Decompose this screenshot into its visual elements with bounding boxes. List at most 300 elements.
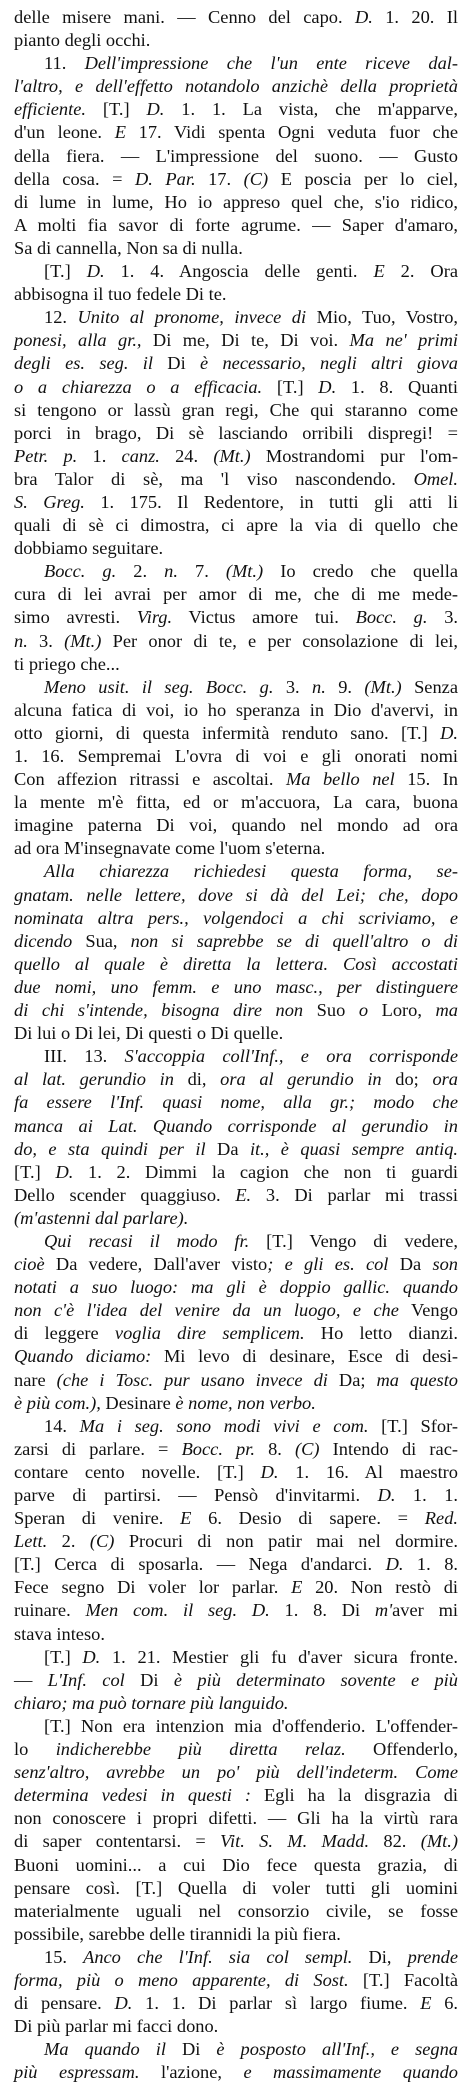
text-line xyxy=(14,1045,458,1068)
text-line xyxy=(14,653,458,676)
roman-text: 82. xyxy=(369,1831,421,1852)
roman-text: Egli ha la disgrazia di xyxy=(250,1785,458,1806)
text-line xyxy=(14,1507,458,1530)
roman-text: E poscia per lo ciel, xyxy=(268,168,459,189)
roman-text: Procuri di non patir mai nel dormire. xyxy=(114,1531,458,1552)
italic-text: è più determinato sovente e più xyxy=(173,1669,458,1690)
roman-text: Io credo che quella xyxy=(263,561,458,582)
italic-text: ora xyxy=(432,1069,458,1090)
text-line xyxy=(14,999,458,1022)
italic-text: Omel. xyxy=(413,468,458,489)
text-line xyxy=(14,1115,458,1138)
roman-text: 14. xyxy=(44,1415,80,1436)
text-line xyxy=(14,976,458,999)
roman-text: 20. Non restò di xyxy=(302,1577,458,1598)
italic-text: Ma i seg. sono modi vivi e com. xyxy=(79,1415,369,1436)
italic-text: due nomi, uno femm. e uno masc., per distinguere xyxy=(14,976,458,997)
roman-text: Sua, xyxy=(72,930,131,951)
roman-text: alcuna fatica di voi, io ho speranza in Dio d'avervi, in xyxy=(14,699,458,720)
text-line xyxy=(14,606,458,629)
text-line xyxy=(14,814,458,837)
text-line xyxy=(14,537,458,560)
text-line xyxy=(14,2015,458,2038)
roman-text: A molti fia savor di forte agrume. — Saper d'amaro, xyxy=(14,214,458,235)
text-line xyxy=(14,1761,458,1784)
roman-text: Di xyxy=(165,2039,217,2060)
roman-text: [T.] Facoltà xyxy=(348,1969,458,1990)
italic-text: S'accoppia coll'Inf., e ora corrisponde xyxy=(124,1046,458,1067)
roman-text: 2. xyxy=(47,1531,90,1552)
italic-text: degli es. seg. il xyxy=(14,353,153,374)
text-line xyxy=(14,1207,458,1230)
italic-text: Ma bello nel xyxy=(285,769,395,790)
roman-text: aver mi xyxy=(392,1600,458,1621)
italic-text: più espressam. xyxy=(14,2062,140,2083)
roman-text: Con affezion ritrassi e ascoltai. xyxy=(14,769,286,790)
roman-text: lo xyxy=(14,1739,56,1760)
roman-text: 7. xyxy=(177,561,226,582)
italic-text: Dell'impressione che l'un ente riceve dal- xyxy=(84,53,458,74)
italic-text: Meno usit. il seg. Bocc. g. xyxy=(44,676,274,697)
italic-text: nominata altra pers., volgendoci a chi scriviamo, e xyxy=(14,907,458,928)
roman-text: di, xyxy=(173,1069,221,1090)
text-line xyxy=(14,1392,458,1415)
roman-text: 3. xyxy=(27,630,65,651)
italic-text: ponesi, alla gr., xyxy=(14,330,142,351)
roman-text: delle misere mani. — Cenno del capo. xyxy=(14,7,355,27)
text-line xyxy=(14,52,458,75)
italic-text: ma questo xyxy=(376,1369,459,1390)
roman-text: 1. 16. Al maestro xyxy=(278,1461,458,1482)
roman-text: abbisogna il tuo fedele Di te. xyxy=(14,284,227,305)
text-line xyxy=(14,75,458,98)
italic-text: prende xyxy=(407,1946,458,1967)
text-line xyxy=(14,6,458,29)
italic-text: fa essere l'Inf. quasi nome, alla gr.; modo che xyxy=(14,1092,458,1113)
italic-text: ; e gli es. col xyxy=(267,1254,389,1275)
roman-text: [T.] xyxy=(14,1161,56,1182)
text-line xyxy=(14,1715,458,1738)
italic-text: (C) xyxy=(243,168,269,189)
text-line xyxy=(14,1461,458,1484)
italic-text: (m'astenni dal parlare). xyxy=(14,1207,189,1228)
text-line xyxy=(14,953,458,976)
roman-text: di pensare. xyxy=(14,1993,115,2014)
italic-text: son xyxy=(432,1254,458,1275)
roman-text: ruinare. xyxy=(14,1600,86,1621)
italic-text: è nome, non verbo. xyxy=(175,1392,316,1413)
roman-text: Di, xyxy=(352,1946,408,1967)
roman-text: [T.] xyxy=(44,1646,83,1667)
roman-text: pensare così. [T.] Quella di voler tutti gli uomini xyxy=(14,1877,458,1898)
italic-text: D. xyxy=(114,1993,133,2014)
roman-text: 9. xyxy=(325,676,365,697)
roman-text: ad ora M'insegnavate come l'uom s'eterna. xyxy=(14,838,326,859)
roman-text: 3. xyxy=(273,676,313,697)
roman-text: bra Talor di sè, ma 'l viso nascondendo. xyxy=(14,468,414,489)
text-line xyxy=(14,1438,458,1461)
roman-text: Da vedere, Dall'aver visto xyxy=(44,1254,268,1275)
roman-text: zarsi di parlare. = xyxy=(14,1438,182,1459)
italic-text: (Mt.) xyxy=(64,630,102,651)
roman-text: Loro, xyxy=(368,1000,436,1021)
text-line xyxy=(14,560,458,583)
roman-text: [T.] xyxy=(44,261,87,282)
roman-text: 2. Ora xyxy=(384,261,459,282)
text-line xyxy=(14,376,458,399)
text-line xyxy=(14,722,458,745)
roman-text: 1. 8. xyxy=(403,1554,459,1575)
text-line xyxy=(14,98,458,121)
text-line xyxy=(14,1623,458,1646)
italic-text: Bocc. g. xyxy=(355,607,428,628)
roman-text: Di xyxy=(124,1669,174,1690)
italic-text: chiaro; ma può tornare più languido. xyxy=(14,1692,289,1713)
italic-text: D. xyxy=(146,99,165,120)
text-line xyxy=(14,1322,458,1345)
italic-text: senz'altro, avrebbe un po' più dell'indeterm. Come xyxy=(14,1762,458,1783)
italic-text: D. Par. xyxy=(135,168,196,189)
italic-text: è più com.), xyxy=(14,1392,101,1413)
roman-text: si tengono or lassù gran regi, Che qui staranno come xyxy=(14,399,458,420)
roman-text: Sa di cannella, Non sa di nulla. xyxy=(14,237,243,258)
text-line xyxy=(14,1253,458,1276)
roman-text: cura di lei avrai per amor di me, che di me mede- xyxy=(14,584,458,605)
text-line xyxy=(14,468,458,491)
italic-text: D. xyxy=(440,722,458,743)
text-line xyxy=(14,422,458,445)
roman-text: Mio, Tuo, Vostro, xyxy=(306,307,458,328)
text-line xyxy=(14,676,458,699)
text-line xyxy=(14,191,458,214)
text-line xyxy=(14,145,458,168)
roman-text: materialmente uguali nel consorzio civile, se fosse xyxy=(14,1900,458,1921)
text-line xyxy=(14,699,458,722)
italic-text: Qui recasi il modo fr. xyxy=(44,1230,250,1251)
roman-text: di saper contentarsi. = xyxy=(14,1831,221,1852)
text-line xyxy=(14,1946,458,1969)
italic-text: L'Inf. col xyxy=(47,1669,125,1690)
italic-text: ora al gerundio in xyxy=(220,1069,382,1090)
roman-text: Da xyxy=(388,1254,433,1275)
italic-text: (Mt.) xyxy=(213,445,251,466)
italic-text: o a chiarezza o a efficacia. xyxy=(14,376,263,397)
italic-text: Virg. xyxy=(136,607,173,628)
italic-text: Quando diciamo: xyxy=(14,1346,152,1367)
roman-text: Di lui o Di lei, Di questi o Di quelle. xyxy=(14,1023,284,1044)
italic-text: Bocc. g. xyxy=(44,561,117,582)
italic-text: Red. xyxy=(424,1508,458,1529)
text-line xyxy=(14,1484,458,1507)
italic-text: (C) xyxy=(89,1531,115,1552)
text-line xyxy=(14,907,458,930)
roman-text: 17. Vidi spenta Ogni veduta fuor che xyxy=(125,122,458,143)
roman-text: non conoscere i propri difetti. — Gli ha la virtù rara xyxy=(14,1808,458,1829)
italic-text: Ma ne' primi xyxy=(349,330,458,351)
italic-text: E xyxy=(420,1993,432,2014)
text-line xyxy=(14,491,458,514)
roman-text: Vengo xyxy=(398,1300,458,1321)
italic-text: Unito al pronome, invece di xyxy=(77,307,307,328)
text-line xyxy=(14,352,458,375)
roman-text: Suo xyxy=(303,1000,359,1021)
text-line xyxy=(14,860,458,883)
italic-text: n. xyxy=(14,630,28,651)
text-line xyxy=(14,1276,458,1299)
roman-text: di lume in lume, Ho io appreso quel che, s'io ridico, xyxy=(14,191,458,212)
roman-text: 17. xyxy=(195,168,244,189)
roman-text: stava inteso. xyxy=(14,1623,105,1644)
roman-text: possibile, sarebbe delle tirannidi la più fiera. xyxy=(14,1923,341,1944)
roman-text: Fece segno Di voler lor parlar. xyxy=(14,1577,292,1598)
italic-text: ma xyxy=(435,1000,458,1021)
text-line xyxy=(14,1807,458,1830)
italic-text: Anco che l'Inf. sia col sempl. xyxy=(83,1946,353,1967)
italic-text: D. xyxy=(55,1161,74,1182)
text-line xyxy=(14,1369,458,1392)
roman-text: Desinare xyxy=(100,1392,176,1413)
text-line xyxy=(14,1299,458,1322)
italic-text: D. xyxy=(354,7,373,27)
roman-text: 1. 21. Mestier gli fu d'aver sicura fronte. xyxy=(100,1646,458,1667)
text-line xyxy=(14,791,458,814)
italic-text: Alla chiarezza richiedesi questa forma, se- xyxy=(44,861,458,882)
text-line xyxy=(14,1345,458,1368)
text-line xyxy=(14,930,458,953)
text-line xyxy=(14,445,458,468)
roman-text: contare cento novelle. [T.] xyxy=(14,1461,261,1482)
text-line xyxy=(14,514,458,537)
roman-text: 15. xyxy=(44,1946,84,1967)
italic-text: di chi s'intende, bisogna dire non xyxy=(14,1000,304,1021)
roman-text: 1. 1. xyxy=(395,1485,458,1505)
text-line xyxy=(14,29,458,52)
roman-text: — xyxy=(14,1669,48,1690)
italic-text: Men com. il seg. D. xyxy=(85,1600,270,1621)
roman-text: la mente m'è fitta, ed or m'accuora, La cara, buona xyxy=(14,792,458,813)
roman-text: 1. 16. Sempremai L'ovra di voi e gli onorati nomi xyxy=(14,746,458,766)
roman-text: 3. xyxy=(427,607,459,628)
roman-text: dobbiamo seguitare. xyxy=(14,538,164,559)
italic-text: S. Greg. xyxy=(14,491,85,512)
italic-text: E xyxy=(180,1508,192,1529)
text-line xyxy=(14,306,458,329)
text-line xyxy=(14,283,458,306)
italic-text: D. xyxy=(82,1646,101,1667)
italic-text: Lett. xyxy=(14,1531,48,1552)
italic-text: D. xyxy=(385,1554,404,1575)
italic-text: Ma quando il xyxy=(44,2039,166,2060)
text-line xyxy=(14,583,458,606)
italic-text: canz. xyxy=(121,445,160,466)
roman-text: pianto degli occhi. xyxy=(14,30,151,51)
roman-text: 1. 1. Di parlar sì largo fiume. xyxy=(132,1993,421,2014)
roman-text: 1. 4. Angoscia delle genti. xyxy=(104,261,374,282)
text-line xyxy=(14,1830,458,1853)
text-line xyxy=(14,630,458,653)
roman-text: parve di partirsi. — Pensò d'invitarmi. xyxy=(14,1485,378,1505)
roman-text: III. 13. xyxy=(44,1046,125,1067)
italic-text: cioè xyxy=(14,1254,45,1275)
italic-text: efficiente. xyxy=(14,99,86,120)
text-line xyxy=(14,1992,458,2015)
roman-text: Victus amore tui. xyxy=(172,607,356,628)
italic-text: notati a suo luogo: ma gli è doppio gallic. quando xyxy=(14,1277,458,1298)
roman-text: Per onor di te, e per consolazione di lei, xyxy=(101,630,458,651)
text-line xyxy=(14,1161,458,1184)
text-line xyxy=(14,329,458,352)
italic-text: E. xyxy=(235,1184,252,1205)
roman-text: di leggere xyxy=(14,1323,115,1344)
text-line xyxy=(14,1530,458,1553)
italic-text: non c'è l'idea del venire da un luogo, e che xyxy=(14,1300,399,1321)
text-line xyxy=(14,1784,458,1807)
italic-text: n. xyxy=(312,676,326,697)
italic-text: m' xyxy=(374,1600,393,1621)
italic-text: è necessario, negli altri giova xyxy=(200,353,458,374)
italic-text: E xyxy=(114,122,126,143)
italic-text: dicendo xyxy=(14,930,73,951)
roman-text: Mostrandomi pur l'om- xyxy=(250,445,458,466)
italic-text: e massimamente quando xyxy=(243,2062,458,2083)
roman-text: ti priego che... xyxy=(14,653,120,674)
italic-text: l'altro, e dell'effetto notandolo anzichè della proprietà xyxy=(14,76,458,97)
roman-text: imagine paterna Di voi, quando nel mondo ad ora xyxy=(14,815,458,836)
roman-text: [T.] Vengo di vedere, xyxy=(249,1230,458,1251)
roman-text: 24. xyxy=(159,445,214,466)
roman-text: Senza xyxy=(401,676,458,697)
text-line xyxy=(14,1230,458,1253)
text-line xyxy=(14,1184,458,1207)
roman-text: Di me, Di te, Di voi. xyxy=(141,330,350,351)
text-line xyxy=(14,1646,458,1669)
italic-text: Petr. p. xyxy=(14,445,78,466)
italic-text: E xyxy=(373,261,385,282)
text-line xyxy=(14,1138,458,1161)
italic-text: non si saprebbe se di quell'altro o di xyxy=(130,930,459,951)
text-line xyxy=(14,745,458,768)
roman-text: do; xyxy=(381,1069,433,1090)
italic-text: (che i Tosc. pur usano invece di xyxy=(56,1369,328,1390)
roman-text: porci in brago, Di sè lasciando orribili dispregi! = xyxy=(14,422,458,443)
italic-text: D. xyxy=(86,261,105,282)
italic-text: E xyxy=(291,1577,303,1598)
text-line xyxy=(14,1599,458,1622)
text-line xyxy=(14,1692,458,1715)
italic-text: D. xyxy=(318,376,337,397)
roman-text: quali di sè ci dimostra, ci apre la via di quello che xyxy=(14,515,458,536)
text-line xyxy=(14,2061,458,2084)
roman-text: Buoni uomini... a cui Dio fece questa grazia, di xyxy=(14,1854,458,1875)
italic-text: Vit. S. M. Madd. xyxy=(220,1831,370,1852)
roman-text: della cosa. = xyxy=(14,168,136,189)
roman-text: 1. 175. Il Redentore, in tutti gli atti li xyxy=(84,491,459,512)
roman-text: 6. xyxy=(431,1993,458,2014)
roman-text: [T.] xyxy=(262,376,319,397)
italic-text: voglia dire semplicem. xyxy=(114,1323,305,1344)
roman-text: Ho letto dianzi. xyxy=(304,1323,458,1344)
italic-text: (C) xyxy=(295,1438,320,1459)
text-line xyxy=(14,1091,458,1114)
roman-text: Intendo di rac- xyxy=(319,1438,458,1459)
roman-text: simo avresti. xyxy=(14,607,137,628)
italic-text: è posposto all'Inf., e segna xyxy=(216,2039,459,2060)
text-line xyxy=(14,168,458,191)
roman-text: 1. xyxy=(77,445,122,466)
roman-text: [T.] xyxy=(86,99,147,120)
italic-text: gnatam. nelle lettere, dove si dà del Lei; che, dopo xyxy=(14,884,458,905)
text-line xyxy=(14,768,458,791)
roman-text: Di più parlar mi facci dono. xyxy=(14,2016,219,2037)
roman-text: 6. Desio di sapere. = xyxy=(191,1508,425,1529)
roman-text: [T.] Sfor- xyxy=(368,1415,458,1436)
text-line xyxy=(14,1854,458,1877)
roman-text: Di xyxy=(152,353,200,374)
text-line xyxy=(14,1576,458,1599)
italic-text: (Mt.) xyxy=(225,561,264,582)
roman-text: d'un leone. xyxy=(14,122,115,143)
roman-text: 1. 20. Il xyxy=(372,7,458,27)
roman-text: 1. 2. Dimmi la cagion che non ti guardi xyxy=(73,1161,459,1182)
text-line xyxy=(14,399,458,422)
roman-text: 3. Di parlar mi trassi xyxy=(251,1184,458,1205)
italic-text: quello al quale è diretta la lettera. Così accostati xyxy=(14,953,458,974)
text-line xyxy=(14,837,458,860)
text-line xyxy=(14,1068,458,1091)
roman-text: [T.] Non era intenzion mia d'offenderio. L'offender- xyxy=(44,1715,458,1736)
text-line xyxy=(14,1738,458,1761)
text-line xyxy=(14,1923,458,1946)
text-line xyxy=(14,260,458,283)
roman-text: 12. xyxy=(44,307,78,328)
text-line xyxy=(14,1022,458,1045)
italic-text: forma, più o meno apparente, di Sost. xyxy=(14,1969,349,1990)
roman-text: Da; xyxy=(327,1369,377,1390)
text-line xyxy=(14,237,458,260)
text-line xyxy=(14,1553,458,1576)
roman-text: 8. xyxy=(254,1438,296,1459)
text-line xyxy=(14,1900,458,1923)
text-line xyxy=(14,884,458,907)
roman-text: l'azione, xyxy=(139,2062,244,2083)
text-line xyxy=(14,214,458,237)
roman-text: 11. xyxy=(44,53,85,74)
italic-text: D. xyxy=(260,1461,279,1482)
italic-text: it., è quasi sempre antiq. xyxy=(249,1138,458,1159)
roman-text: [T.] Cerca di sposarla. — Nega d'andarci. xyxy=(14,1554,386,1575)
text-line xyxy=(14,1669,458,1692)
italic-text: manca ai Lat. Quando corrisponde al gerundio in xyxy=(14,1115,458,1136)
roman-text: Offenderlo, xyxy=(345,1739,458,1760)
text-line xyxy=(14,1877,458,1900)
roman-text: 15. In xyxy=(394,769,458,790)
italic-text: Bocc. pr. xyxy=(181,1438,255,1459)
roman-text: della fiera. — L'impressione del suono. — Gusto xyxy=(14,145,458,166)
text-line xyxy=(14,1415,458,1438)
roman-text: 1. 1. La vista, che m'apparve, xyxy=(164,99,458,120)
roman-text: Dello scender quaggiuso. xyxy=(14,1184,236,1205)
roman-text: 1. 8. Di xyxy=(269,1600,375,1621)
text-line xyxy=(14,1969,458,1992)
italic-text: al lat. gerundio in xyxy=(14,1069,174,1090)
italic-text: o xyxy=(358,1000,369,1021)
italic-text: (Mt.) xyxy=(420,1831,458,1852)
italic-text: (Mt.) xyxy=(364,676,402,697)
text-line xyxy=(14,2038,458,2061)
roman-text: 2. xyxy=(116,561,165,582)
roman-text: Speran di venire. xyxy=(14,1508,181,1529)
roman-text: Da xyxy=(205,1138,250,1159)
